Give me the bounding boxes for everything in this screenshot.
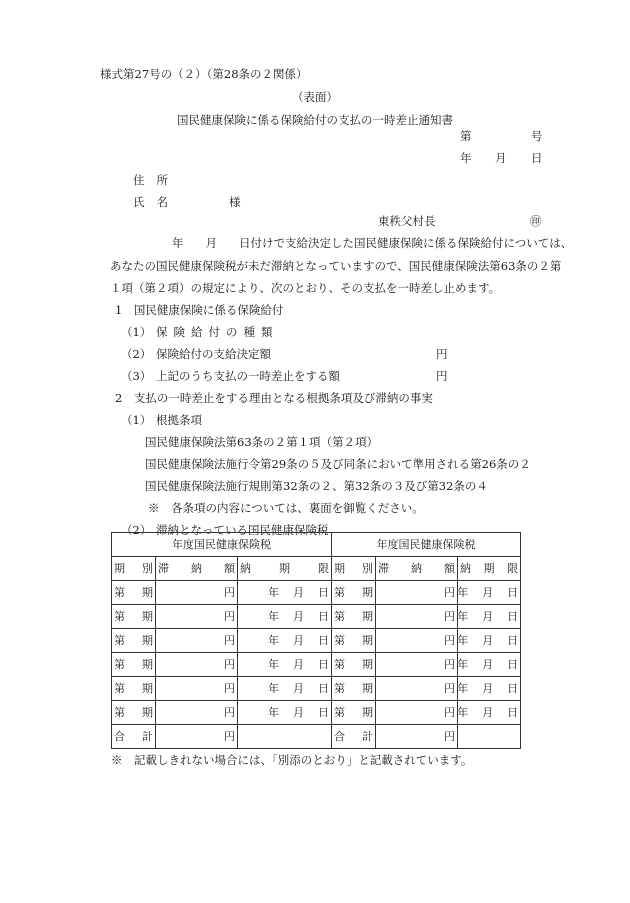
section2-heading: 2 支払の一時差止をする理由となる根拠条項及び滞納の事実 [115, 391, 433, 405]
col-period: 期 別 [112, 557, 156, 581]
table-row: 第 期 円 年 月 日 第 期 円 年 月 日 [112, 605, 521, 629]
document-title: 国民健康保険に係る保険給付の支払の一時差止通知書 [177, 113, 453, 127]
footer-note: ※ 記載しきれない場合には、「別添のとおり」と記載されています。 [111, 753, 473, 767]
reverse-side-note: ※ 各条項の内容については、裏面を御覧ください。 [148, 501, 424, 515]
table-total-row: 合 計 円 合 計 円 [112, 725, 521, 749]
section1-item3-label: 上記のうち支払の一時差止をする額 [156, 369, 340, 383]
body-line-1: 年 月 日付けで支給決定した国民健康保険に係る保険給付については、 [172, 236, 573, 250]
table-row: 第 期 円 年 月 日 第 期 円 年 月 日 [112, 701, 521, 725]
table-column-headers [112, 557, 521, 581]
section2-item2-label: 滞納となっている国民健康保険税 [156, 523, 329, 537]
section2-item2-number: （2） [121, 523, 152, 537]
year-header-right: 年度国民健康保険税 [332, 533, 521, 557]
section1-item2-label: 保険給付の支給決定額 [156, 347, 271, 361]
section1-item1-number: （1） [121, 325, 152, 339]
section1-item3-number: （3） [121, 369, 152, 383]
arrears-table [111, 532, 521, 749]
body-line-2: あなたの国民健康保険税が未だ滞納となっていますので、国民健康保険法第63条の２第 [110, 259, 562, 273]
date-nen: 年 [460, 151, 472, 165]
section1-item1-label: 保 険 給 付 の 種 類 [156, 325, 273, 339]
law-reference-2: 国民健康保険法施行令第29条の５及び同条において準用される第26条の２ [145, 457, 531, 471]
address-label: 住 所 [133, 173, 168, 187]
year-header-left: 年度国民健康保険税 [112, 533, 332, 557]
seal-mark: ㊞ [530, 214, 542, 228]
col-amount: 滞 納 額 [156, 557, 238, 581]
issuer-name: 東秩父村長 [378, 214, 436, 228]
face-label: （表面） [292, 90, 338, 104]
table-row: 第 期 円 年 月 日 第 期 円 年 月 日 [112, 581, 521, 605]
table-row: 第 期 円 年 月 日 第 期 円 年 月 日 [112, 677, 521, 701]
table-row: 第 期 円 年 月 日 第 期 円 年 月 日 [112, 629, 521, 653]
date-tsuki: 月 [495, 151, 507, 165]
section2-item1-label: 根拠条項 [156, 413, 202, 427]
doc-number-dai: 第 [460, 129, 472, 143]
col-due: 納 期 限 [238, 557, 332, 581]
section1-item3-unit: 円 [436, 369, 448, 383]
law-reference-1: 国民健康保険法第63条の２第１項（第２項） [145, 435, 379, 449]
section2-item1-number: （1） [121, 413, 152, 427]
col-due: 納 期 限 [458, 557, 521, 581]
body-line-3: １項（第２項）の規定により、次のとおり、その支払を一時差し止めます。 [110, 281, 501, 295]
table-header-year [112, 533, 521, 557]
table-row: 第 期 円 年 月 日 第 期 円 年 月 日 [112, 653, 521, 677]
law-reference-3: 国民健康保険法施行規則第32条の２、第32条の３及び第32条の４ [145, 479, 488, 493]
section1-heading: 1 国民健康保険に係る保険給付 [115, 303, 284, 317]
col-amount: 滞 納 額 [376, 557, 458, 581]
date-hi: 日 [531, 151, 543, 165]
sama-label: 様 [229, 195, 241, 209]
name-label: 氏 名 [133, 195, 168, 209]
form-number: 様式第27号の（２）（第28条の２関係） [100, 67, 308, 81]
section1-item2-number: （2） [121, 347, 152, 361]
col-period: 期 別 [332, 557, 376, 581]
section1-item2-unit: 円 [436, 347, 448, 361]
doc-number-gou: 号 [531, 129, 543, 143]
